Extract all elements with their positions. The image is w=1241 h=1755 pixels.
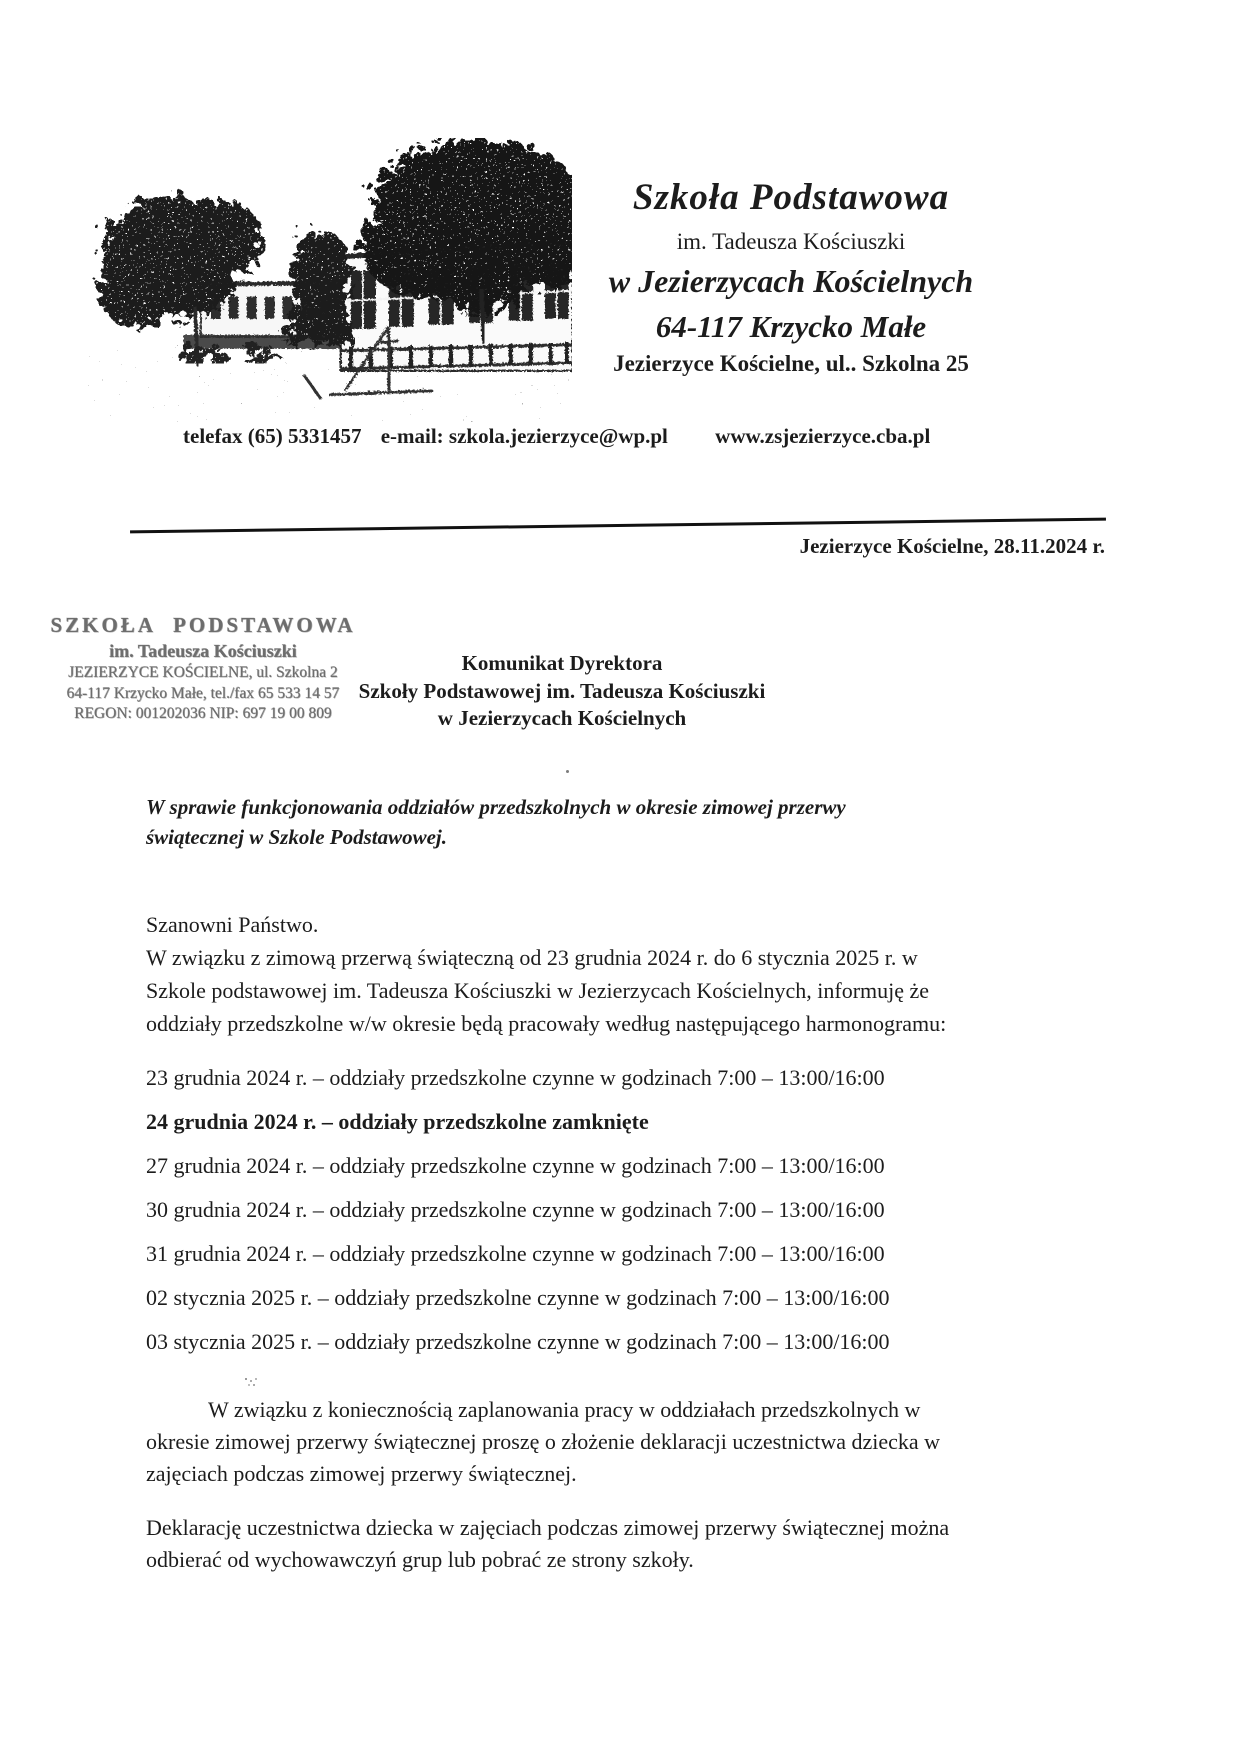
title-line-2: Szkoły Podstawowej im. Tadeusza Kościuszki <box>358 678 766 703</box>
holiday-schedule-list <box>146 1056 1136 1364</box>
website-url: www.zsjezierzyce.cba.pl <box>715 424 931 448</box>
school-building-photo <box>88 138 572 422</box>
subject-line-1: W sprawie funkcjonowania oddziałów przedszkolnych w okresie zimowej przerwy <box>146 795 846 819</box>
intro-line-3: oddziały przedszkolne w/w okresie będą pracowały według następującego harmonogramu: <box>146 1011 947 1036</box>
schedule-item: 03 stycznia 2025 r. – oddziały przedszkolne czynne w godzinach 7:00 – 13:00/16:00 <box>146 1329 890 1354</box>
intro-line-2: Szkole podstawowej im. Tadeusza Kościuszki w Jezierzycach Kościelnych, informuję że <box>146 978 930 1003</box>
title-line-3: w Jezierzycach Kościelnych <box>437 706 687 730</box>
closing1-line-3: zajęciach podczas zimowej przerwy świątecznej. <box>146 1461 577 1486</box>
stamp-line-3: JEZIERZYCE KOŚCIELNE, ul. Szkolna 2 <box>68 664 338 682</box>
school-patron: im. Tadeusza Kościuszki <box>676 229 906 254</box>
horizontal-rule <box>130 518 1106 534</box>
schedule-item: 27 grudnia 2024 r. – oddziały przedszkolne czynne w godzinach 7:00 – 13:00/16:00 <box>146 1153 885 1178</box>
telefax-number: telefax (65) 5331457 <box>183 424 362 448</box>
letter-body-intro <box>146 908 1096 1040</box>
schedule-item: 30 grudnia 2024 r. – oddziały przedszkolne czynne w godzinach 7:00 – 13:00/16:00 <box>146 1197 885 1222</box>
school-address: Jezierzyce Kościelne, ul.. Szkolna 25 <box>613 351 969 376</box>
closing2-line-2: odbierać od wychowawczyń grup lub pobrać ze strony szkoły. <box>146 1547 694 1572</box>
closing-paragraph-2 <box>146 1512 1106 1576</box>
schedule-item: 02 stycznia 2025 r. – oddziały przedszkolne czynne w godzinach 7:00 – 13:00/16:00 <box>146 1285 890 1310</box>
closing-paragraph-1 <box>146 1394 1091 1490</box>
stamp-line-4: 64-117 Krzycko Małe, tel./fax 65 533 14 57 <box>66 684 340 702</box>
intro-line-1: W związku z zimową przerwą świąteczną od 23 grudnia 2024 r. do 6 stycznia 2025 r. w <box>146 945 918 970</box>
stamp-line-2: im. Tadeusza Kościuszki <box>109 640 297 661</box>
closing1-line-2: okresie zimowej przerwy świątecznej proszę o złożenie deklaracji uczestnictwa dziecka w <box>146 1429 941 1454</box>
stamp-line-5: REGON: 001202036 NIP: 697 19 00 809 <box>74 705 332 723</box>
salutation: Szanowni Państwo. <box>146 912 319 937</box>
subject-line-2: świątecznej w Szkole Podstawowej. <box>146 825 448 849</box>
closing1-line-1: W związku z koniecznością zaplanowania pracy w oddziałach przedszkolnych w <box>208 1397 921 1422</box>
email-address: e-mail: szkola.jezierzyce@wp.pl <box>380 424 668 448</box>
communique-title <box>302 650 822 733</box>
school-location: w Jezierzycach Kościelnych <box>608 263 974 299</box>
letterhead <box>556 176 1026 377</box>
scan-speck <box>245 1378 247 1380</box>
schedule-item: 23 grudnia 2024 r. – oddziały przedszkolne czynne w godzinach 7:00 – 13:00/16:00 <box>146 1065 885 1090</box>
closing2-line-1: Deklarację uczestnictwa dziecka w zajęciach podczas zimowej przerwy świątecznej można <box>146 1515 950 1540</box>
contact-line <box>183 424 1103 449</box>
stamp-line-1: SZKOŁA PODSTAWOWA <box>50 613 356 637</box>
schedule-item: 24 grudnia 2024 r. – oddziały przedszkolne zamknięte <box>146 1109 649 1134</box>
school-postal: 64-117 Krzycko Małe <box>655 309 927 344</box>
subject-line <box>146 792 946 852</box>
scan-speck <box>566 770 569 773</box>
schedule-item: 31 grudnia 2024 r. – oddziały przedszkolne czynne w godzinach 7:00 – 13:00/16:00 <box>146 1241 885 1266</box>
title-line-1: Komunikat Dyrektora <box>461 651 663 675</box>
dateline: Jezierzyce Kościelne, 28.11.2024 r. <box>799 534 1105 558</box>
school-name: Szkoła Podstawowa <box>632 177 950 218</box>
